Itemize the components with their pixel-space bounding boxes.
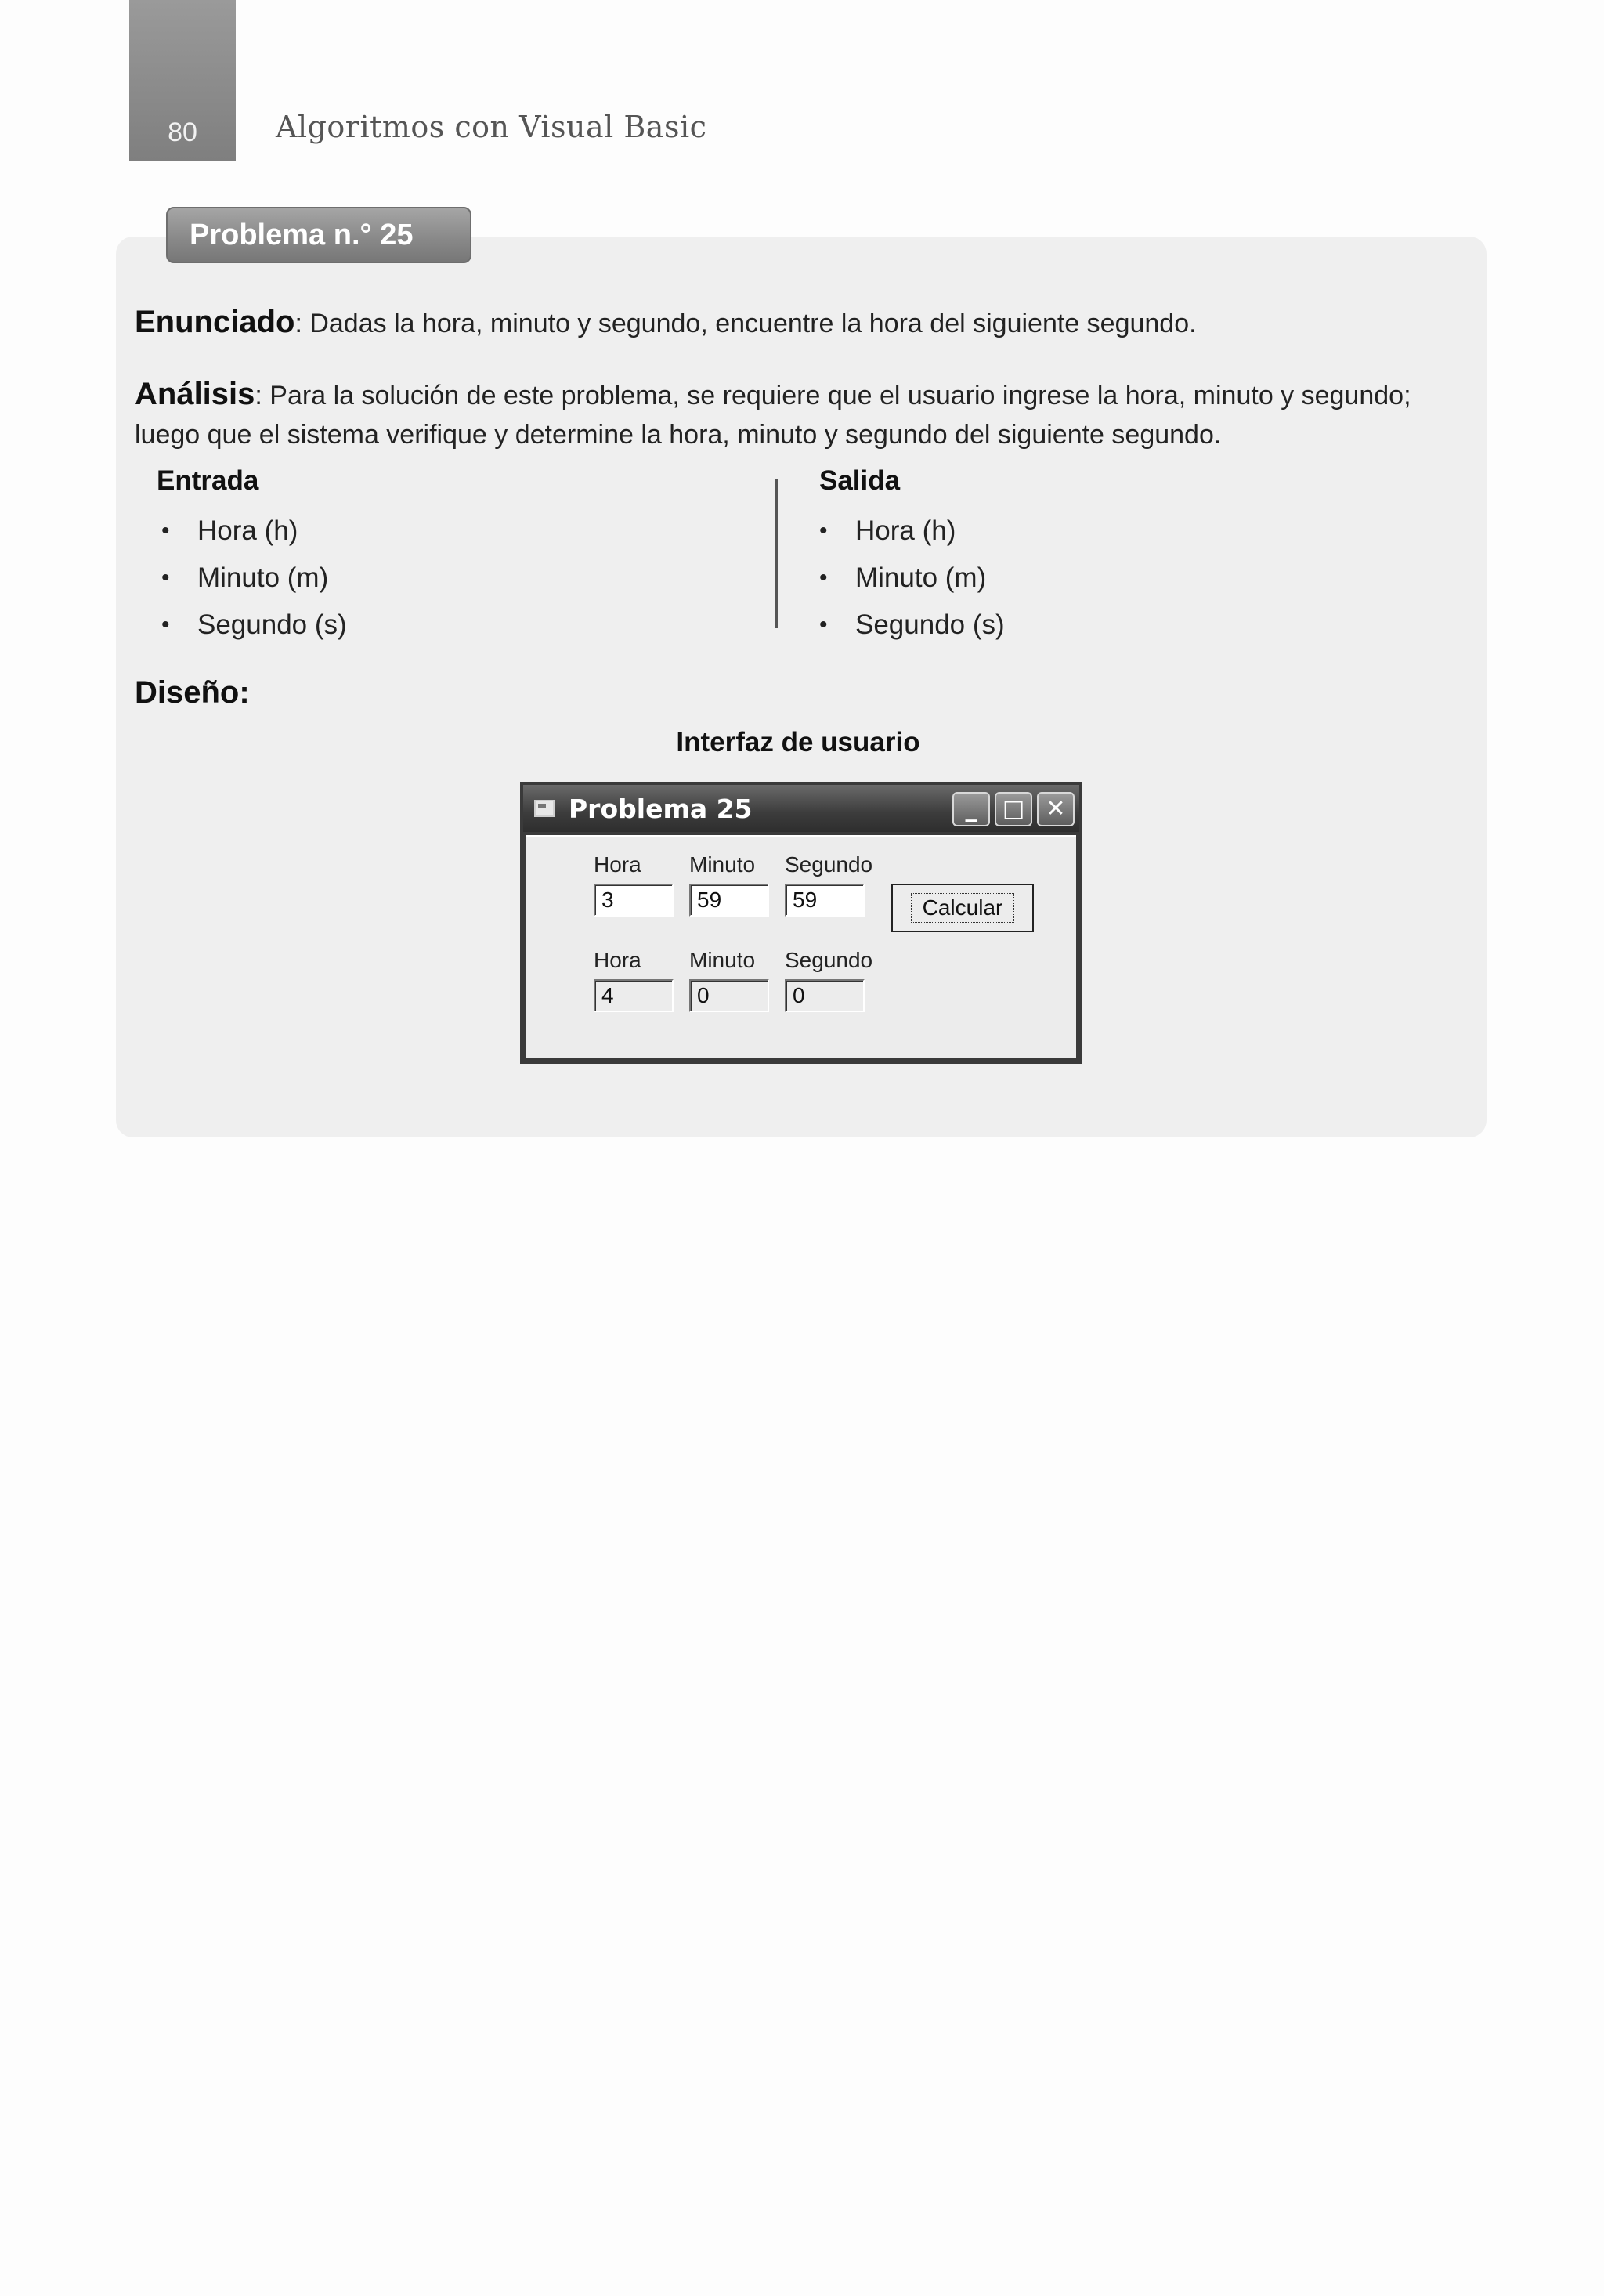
output-minuto-label: Minuto	[689, 948, 756, 972]
bullet-icon: •	[161, 518, 170, 544]
bullet-icon: •	[819, 565, 828, 591]
running-title: Algoritmos con Visual Basic	[276, 110, 707, 144]
list-item: • Minuto (m)	[157, 555, 347, 602]
segundo-output: 0	[785, 979, 865, 1012]
list-item: • Minuto (m)	[815, 555, 1005, 602]
enunciado-label: Enunciado	[135, 305, 295, 339]
close-button[interactable]: ✕	[1037, 792, 1075, 826]
calcular-button[interactable]	[891, 884, 1034, 932]
enunciado-text: : Dadas la hora, minuto y segundo, encuentre la hora del siguiente segundo.	[294, 309, 1197, 338]
entrada-heading: Entrada	[157, 465, 259, 496]
app-window	[520, 782, 1082, 1064]
minuto-output: 0	[689, 979, 769, 1012]
output-hora-label: Hora	[594, 948, 641, 972]
list-item: • Hora (h)	[157, 508, 347, 555]
output-segundo-label: Segundo	[785, 948, 873, 972]
bullet-icon: •	[819, 518, 828, 544]
hora-output: 4	[594, 979, 674, 1012]
bullet-icon: •	[161, 565, 170, 591]
salida-list	[815, 508, 1005, 649]
ui-caption: Interfaz de usuario	[676, 727, 920, 757]
bullet-icon: •	[819, 612, 828, 638]
page-number: 80	[168, 118, 197, 147]
window-titlebar[interactable]	[523, 785, 1079, 832]
entrada-list	[157, 508, 347, 649]
diseno-heading: Diseño:	[135, 675, 250, 710]
input-minuto-label: Minuto	[689, 852, 756, 877]
bullet-icon: •	[161, 612, 170, 638]
app-icon	[534, 800, 555, 817]
window-controls	[952, 792, 1075, 826]
calcular-button-label: Calcular	[911, 893, 1015, 923]
analisis-paragraph	[135, 374, 1474, 454]
analisis-text: : Para la solución de este problema, se requiere que el usuario ingrese la hora, minuto y segundo; luego que el sistema verifique y determine la hora, minuto y segundo del siguiente segundo.	[135, 381, 1411, 450]
list-item: • Segundo (s)	[815, 602, 1005, 649]
window-title: Problema 25	[569, 793, 753, 824]
list-item: • Hora (h)	[815, 508, 1005, 555]
column-divider	[775, 479, 778, 628]
problem-label: Problema n.° 25	[166, 207, 471, 263]
minuto-input[interactable]: 59	[689, 884, 769, 917]
minimize-button[interactable]: _	[952, 792, 990, 826]
analisis-label: Análisis	[135, 377, 255, 411]
page-number-tab	[129, 0, 236, 161]
salida-heading: Salida	[819, 465, 901, 496]
window-body	[526, 835, 1076, 1058]
segundo-input[interactable]: 59	[785, 884, 865, 917]
enunciado-paragraph	[135, 302, 1474, 343]
input-hora-label: Hora	[594, 852, 641, 877]
hora-input[interactable]: 3	[594, 884, 674, 917]
maximize-button[interactable]: □	[995, 792, 1032, 826]
list-item: • Segundo (s)	[157, 602, 347, 649]
input-segundo-label: Segundo	[785, 852, 873, 877]
